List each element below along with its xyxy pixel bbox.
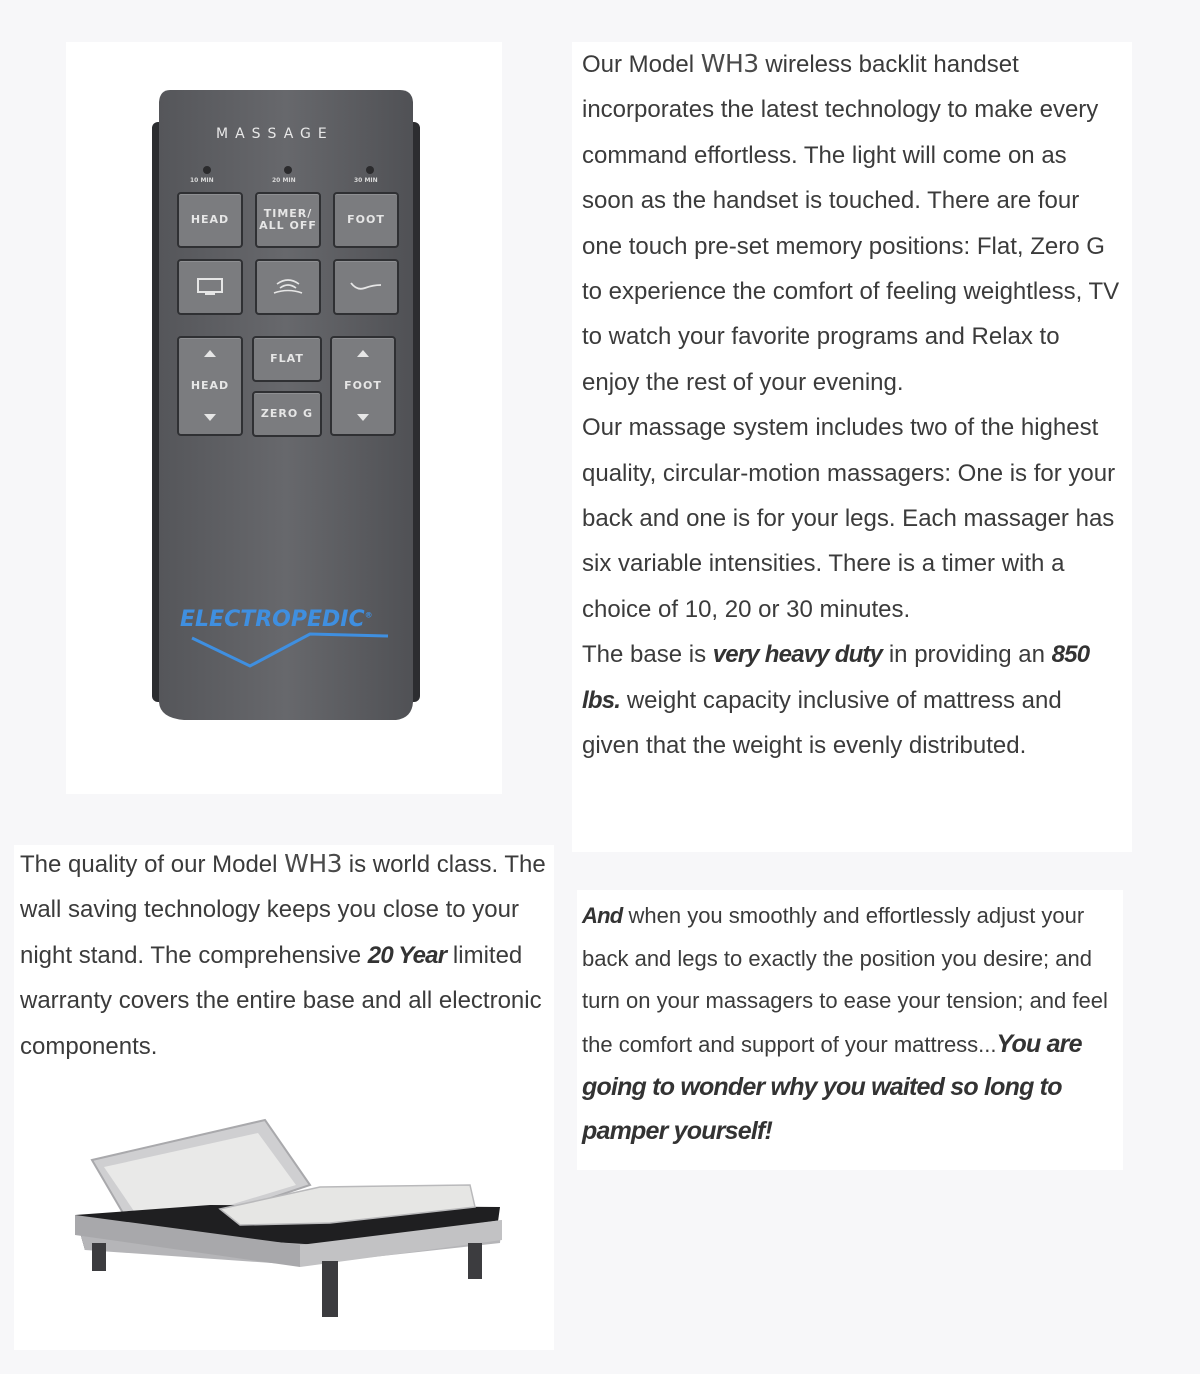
timer-label-line1: TIMER/: [263, 207, 313, 220]
head-adjust-button[interactable]: [177, 336, 243, 436]
head-adjust-label: HEAD: [190, 379, 230, 392]
foot-adjust-label: FOOT: [344, 379, 382, 392]
intro-text: [582, 41, 1122, 769]
zero-g-label: ZERO G: [260, 407, 314, 420]
model-name: WH3: [700, 49, 759, 78]
quality-mid: is world class. The wall saving technology keeps you close to your night stand. The comprehensive: [20, 851, 546, 969]
closing-tagline: You are going to wonder why you waited so long to pamper yourself!: [582, 1029, 1082, 1145]
head-massage-label: HEAD: [190, 213, 230, 226]
brand-chevron-icon: [190, 632, 390, 672]
heavy-duty-emphasis: very heavy duty: [712, 641, 883, 669]
timer-all-off-button[interactable]: [255, 192, 321, 248]
timer-label-20: 20 MIN: [272, 177, 296, 184]
foot-massage-label: FOOT: [347, 213, 385, 226]
intro-p3-end: weight capacity inclusive of mattress and given that the weight is evenly distributed.: [582, 686, 1062, 760]
closing-body: when you smoothly and effortlessly adjust your back and legs to exactly the position you desire; and turn on your massagers to ease your tension; and feel the comfort and support of your mattress...: [582, 903, 1108, 1057]
remote-image-panel: [66, 42, 502, 794]
intro-p3-start: The base is: [582, 641, 713, 669]
zero-g-wave-button[interactable]: [255, 259, 321, 315]
intro-paragraph-1: [582, 41, 1122, 405]
timer-label-30: 30 MIN: [354, 177, 378, 184]
intro-p1-start: Our Model: [582, 51, 701, 78]
relax-position-button[interactable]: [333, 259, 399, 315]
intro-paragraph-2: Our massage system includes two of the highest quality, circular-motion massagers: One is for your back and one is for your legs. Each massager has six variable intensities. There is a timer with a choice of 10, 20 or 30 minutes.: [582, 414, 1116, 623]
timer-led-10: [203, 166, 211, 174]
relax-curve-icon: [349, 279, 383, 295]
tv-icon: [195, 277, 225, 297]
intro-p3-mid: in providing an: [882, 641, 1052, 669]
timer-label-10: 10 MIN: [190, 177, 214, 184]
head-down-arrow-icon: [204, 414, 216, 421]
weight-capacity-emphasis: 850 lbs.: [582, 641, 1090, 714]
tv-position-button[interactable]: [177, 259, 243, 315]
flat-label: FLAT: [270, 352, 304, 365]
quality-text: [20, 841, 550, 1069]
brand-registered-mark: ®: [364, 610, 373, 620]
head-massage-button[interactable]: [177, 192, 243, 248]
foot-adjust-button[interactable]: [330, 336, 396, 436]
quality-start: The quality of our Model: [20, 851, 285, 878]
timer-label-line2: ALL OFF: [259, 219, 317, 232]
closing-text: [582, 895, 1117, 1153]
brand-name: ELECTROPEDIC: [180, 607, 365, 632]
and-emphasis: And: [582, 903, 623, 928]
foot-massage-button[interactable]: [333, 192, 399, 248]
timer-led-20: [284, 166, 292, 174]
flat-button[interactable]: [252, 336, 322, 382]
foot-down-arrow-icon: [357, 414, 369, 421]
intro-p1-rest: wireless backlit handset incorporates the latest technology to make every command effortless. The light will come on as soon as the handset is touched. There are four one touch pre-set memory positions: Flat, Zero G to experience the comfort of feeling weightless, TV to watch your favorite programs and Relax to enjoy the rest of your evening.: [582, 51, 1120, 396]
foot-up-arrow-icon: [357, 350, 369, 357]
closing-paragraph: [582, 895, 1117, 1153]
head-up-arrow-icon: [204, 350, 216, 357]
adjustable-base-image: [70, 1115, 510, 1325]
warranty-emphasis: 20 Year: [367, 941, 447, 969]
brand-logo: [180, 607, 373, 632]
massage-wave-icon: [271, 276, 305, 298]
intro-paragraph-3: [582, 632, 1122, 768]
quality-model-name: WH3: [284, 849, 343, 878]
timer-led-30: [366, 166, 374, 174]
quality-paragraph: [20, 841, 550, 1069]
quality-end: limited warranty covers the entire base and all electronic components.: [20, 941, 542, 1060]
zero-g-button[interactable]: [252, 391, 322, 437]
remote-title: MASSAGE: [216, 126, 334, 142]
